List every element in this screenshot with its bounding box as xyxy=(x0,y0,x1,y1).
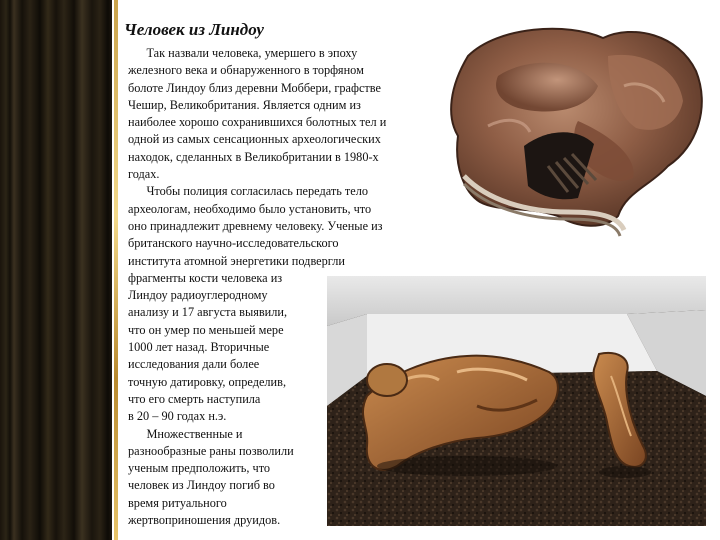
bog-body-display-photo xyxy=(327,276,706,526)
text-line: годах. xyxy=(128,167,160,182)
text-line: Чешир, Великобритания. Является одним из xyxy=(128,97,361,112)
text-line: жертвоприношения друидов. xyxy=(128,513,281,528)
text-line: фрагменты кости человека из xyxy=(128,270,283,285)
text-line: разнообразные раны позволили xyxy=(128,443,294,458)
text-line: в 20 – 90 годах н.э. xyxy=(128,409,227,424)
text-line: что его смерть наступила xyxy=(128,391,261,406)
text-line: 1000 лет назад. Вторичные xyxy=(128,340,270,355)
text-line: Множественные и xyxy=(128,426,243,441)
text-line: анализу и 17 августа выявили, xyxy=(128,305,288,320)
text-line: время ритуального xyxy=(128,495,227,510)
text-line: археологам, необходимо было установить, что xyxy=(128,201,372,216)
text-line: находок, сделанных в Великобритании в 1980-х xyxy=(128,149,379,164)
text-line: Линдоу радиоуглеродному xyxy=(128,288,268,303)
text-line: оно принадлежит древнему человеку. Ученые из xyxy=(128,218,383,233)
decorative-side-band xyxy=(0,0,112,540)
text-line: человек из Линдоу погиб во xyxy=(128,478,275,493)
bog-body-head-photo xyxy=(428,16,712,242)
text-line: наиболее хорошо сохранившихся болотных тел и xyxy=(128,115,387,130)
text-line: что он умер по меньшей мере xyxy=(128,322,284,337)
text-line: точную датировку, определив, xyxy=(128,374,287,389)
text-line: болоте Линдоу близ деревни Моббери, графстве xyxy=(128,80,381,95)
text-line: одной из самых сенсационных археологических xyxy=(128,132,381,147)
text-line: британского научно-исследовательского xyxy=(128,236,339,251)
slide-title: Человек из Линдоу xyxy=(124,20,264,39)
text-line: исследования дали более xyxy=(128,357,260,372)
gold-divider-line xyxy=(114,0,118,540)
text-line: института атомной энергетики подвергли xyxy=(128,253,345,268)
text-line: Так назвали человека, умершего в эпоху xyxy=(128,46,358,60)
text-line: Чтобы полиция согласилась передать тело xyxy=(128,184,369,199)
text-line: железного века и обнаруженного в торфяном xyxy=(128,63,364,78)
text-line: ученым предположить, что xyxy=(128,461,271,476)
